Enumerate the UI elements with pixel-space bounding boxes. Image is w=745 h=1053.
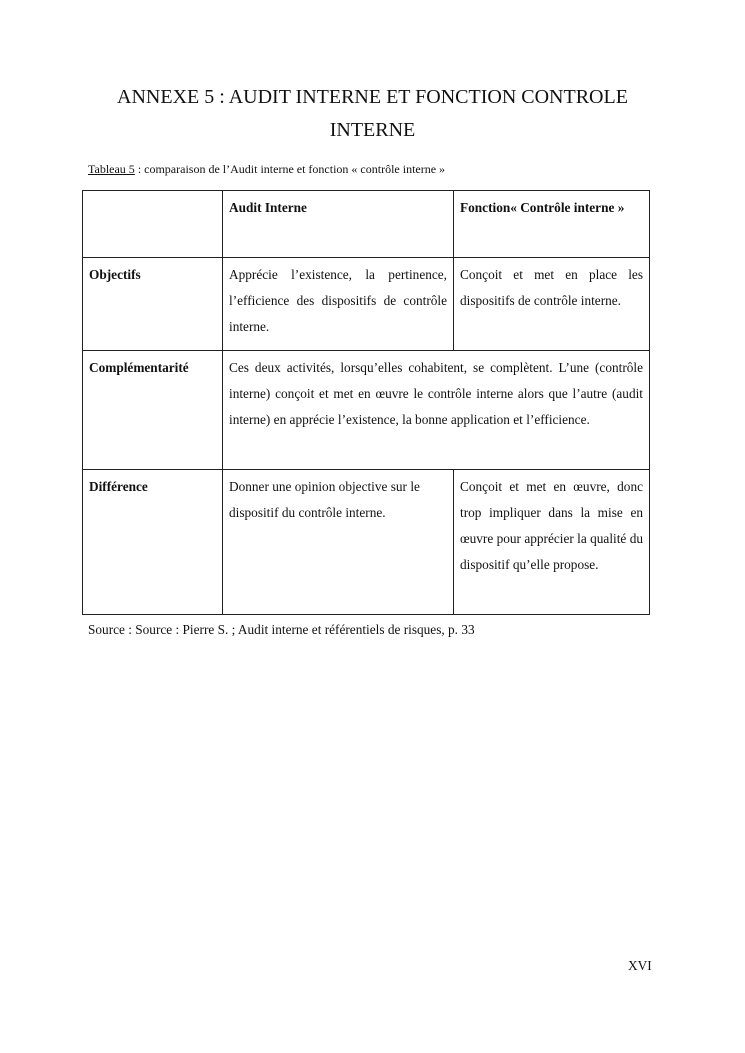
- cell-merged: Ces deux activités, lorsqu’elles cohabitent, se complètent. L’une (contrôle interne) conçoit et met en œuvre le contrôle interne alors que l’autre (audit interne) en apprécie l’existence, la bonne application et l’efficience.: [223, 351, 650, 470]
- table-row: [83, 258, 650, 351]
- page-title-line-2: INTERNE: [329, 119, 416, 141]
- page-number: XVI: [628, 958, 652, 973]
- row-label: Complémentarité: [83, 351, 223, 470]
- header-fonction-controle-interne: Fonction« Contrôle interne »: [454, 191, 650, 258]
- table-row: [83, 470, 650, 615]
- header-empty: [83, 191, 223, 258]
- header-audit-interne: Audit Interne: [223, 191, 454, 258]
- table-caption: [88, 162, 445, 177]
- cell-audit: Donner une opinion objective sur le dispositif du contrôle interne.: [223, 470, 454, 615]
- caption-text: : comparaison de l’Audit interne et fonction « contrôle interne »: [134, 162, 446, 176]
- source-note: Source : Source : Pierre S. ; Audit interne et référentiels de risques, p. 33: [88, 622, 475, 637]
- cell-fonction: Conçoit et met en place les dispositifs de contrôle interne.: [454, 258, 650, 351]
- row-label: Objectifs: [83, 258, 223, 351]
- comparison-table: [82, 190, 650, 615]
- caption-label: Tableau 5: [88, 162, 135, 176]
- table-header-row: [83, 191, 650, 258]
- table-row: [83, 351, 650, 470]
- page-title-line-1: ANNEXE 5 : AUDIT INTERNE ET FONCTION CONTROLE: [117, 86, 628, 108]
- row-label: Différence: [83, 470, 223, 615]
- cell-audit: Apprécie l’existence, la pertinence, l’efficience des dispositifs de contrôle interne.: [223, 258, 454, 351]
- cell-fonction: Conçoit et met en œuvre, donc trop impliquer dans la mise en œuvre pour apprécier la qualité du dispositif qu’elle propose.: [454, 470, 650, 615]
